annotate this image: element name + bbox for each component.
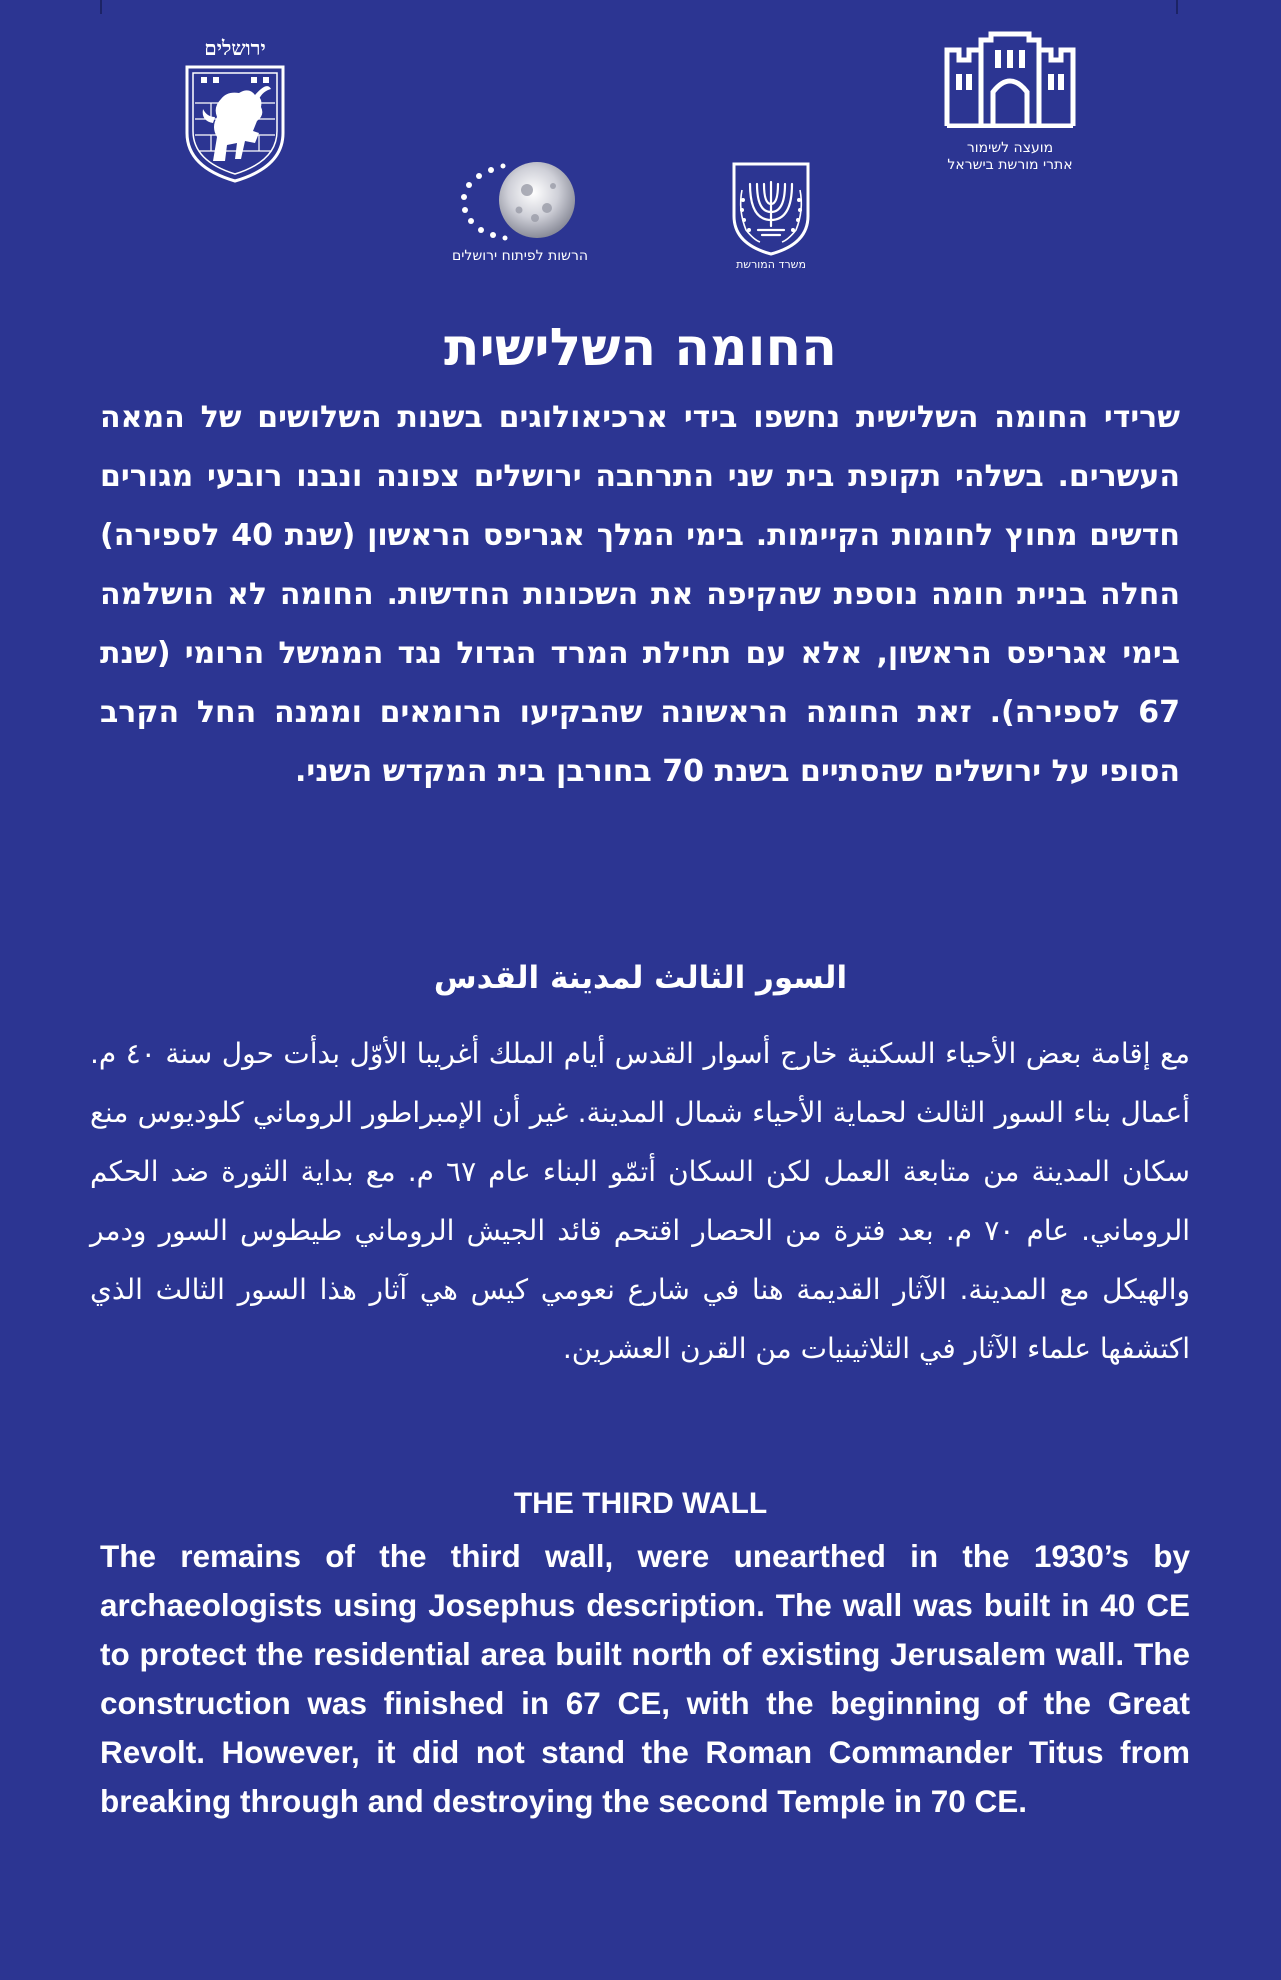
jerusalem-logo-name: ירושלים bbox=[204, 36, 266, 60]
ministry-of-heritage-logo bbox=[716, 160, 826, 272]
heritage-council-caption-line1: מועצה לשימור bbox=[966, 140, 1054, 156]
moon-dots-icon bbox=[435, 160, 605, 242]
heritage-council-logo bbox=[920, 30, 1100, 174]
hebrew-body-text: שרידי החומה השלישית נחשפו בידי ארכיאולוגים בשנות השלושים של המאה העשרים. בשלהי תקופת בית שני התרחבה ירושלים צפונה ונבנו רובעי מגורים חדשים מחוץ לחומות הקיימות. בימי המלך אגריפס הראשון (שנת 40 לספירה) החלה בניית חומה נוספת שהקיפה את השכונות החדשות. החומה לא הושלמה בימי אגריפס הראשון, אלא עם תחילת המרד הגדול נגד הממשל הרומי (שנת 67 לספירה). זאת החומה הראשונה שהבקיעו הרומאים וממנה החל הקרב הסופי על ירושלים שהסתיים בשנת 70 בחורבן בית המקדש השני. bbox=[100, 400, 1181, 789]
jerusalem-municipality-logo bbox=[180, 36, 290, 183]
corner-mark-left bbox=[100, 0, 102, 14]
jerusalem-development-authority-logo bbox=[400, 160, 640, 265]
jerusalem-lion-emblem-icon bbox=[183, 63, 287, 183]
arabic-body-text: مع إقامة بعض الأحياء السكنية خارج أسوار القدس أيام الملك أغريبا الأوّل بدأت حول سنة ٤٠ م. أعمال بناء السور الثالث لحماية الأحياء شمال المدينة. غير أن الإمبراطور الروماني كلوديوس منع سكان المدينة من متابعة العمل لكن السكان أتمّو البناء عام ٦٧ م. مع بداية الثورة ضد الحكم الروماني. عام ٧٠ م. بعد فترة من الحصار اقتحم قائد الجيش الروماني طيطوس السور ودمر والهيكل مع المدينة. الآثار القديمة هنا في شارع نعومي كيس هي آثار هذا السور الثالث الذي اكتشفها علماء الآثار في الثلاثينيات من القرن العشرين. bbox=[90, 1037, 1191, 1365]
corner-mark-right bbox=[1176, 0, 1178, 14]
ministry-caption: משרד המורשת bbox=[736, 258, 806, 271]
hebrew-title: החומה השלישית bbox=[444, 318, 837, 378]
arabic-title: السور الثالث لمدينة القدس bbox=[433, 960, 848, 996]
english-body-text: The remains of the third wall, were unearthed in the 1930’s by archaeologists using Josephus description. The wall was built in 40 CE to protect the residential area built north of existing Jerusalem wall. The construction was finished in 67 CE, with the beginning of the Great Revolt. However, it did not stand the Roman Commander Titus from breaking through and destroying the second Temple in 70 CE. bbox=[100, 1538, 1190, 1819]
jda-caption: הרשות לפיתוח ירושלים bbox=[451, 248, 589, 264]
heritage-gate-icon bbox=[943, 30, 1077, 128]
english-title: THE THIRD WALL bbox=[513, 1487, 768, 1520]
heritage-council-caption-line2: אתרי מורשת בישראל bbox=[947, 157, 1073, 173]
menorah-emblem-icon bbox=[726, 160, 816, 256]
